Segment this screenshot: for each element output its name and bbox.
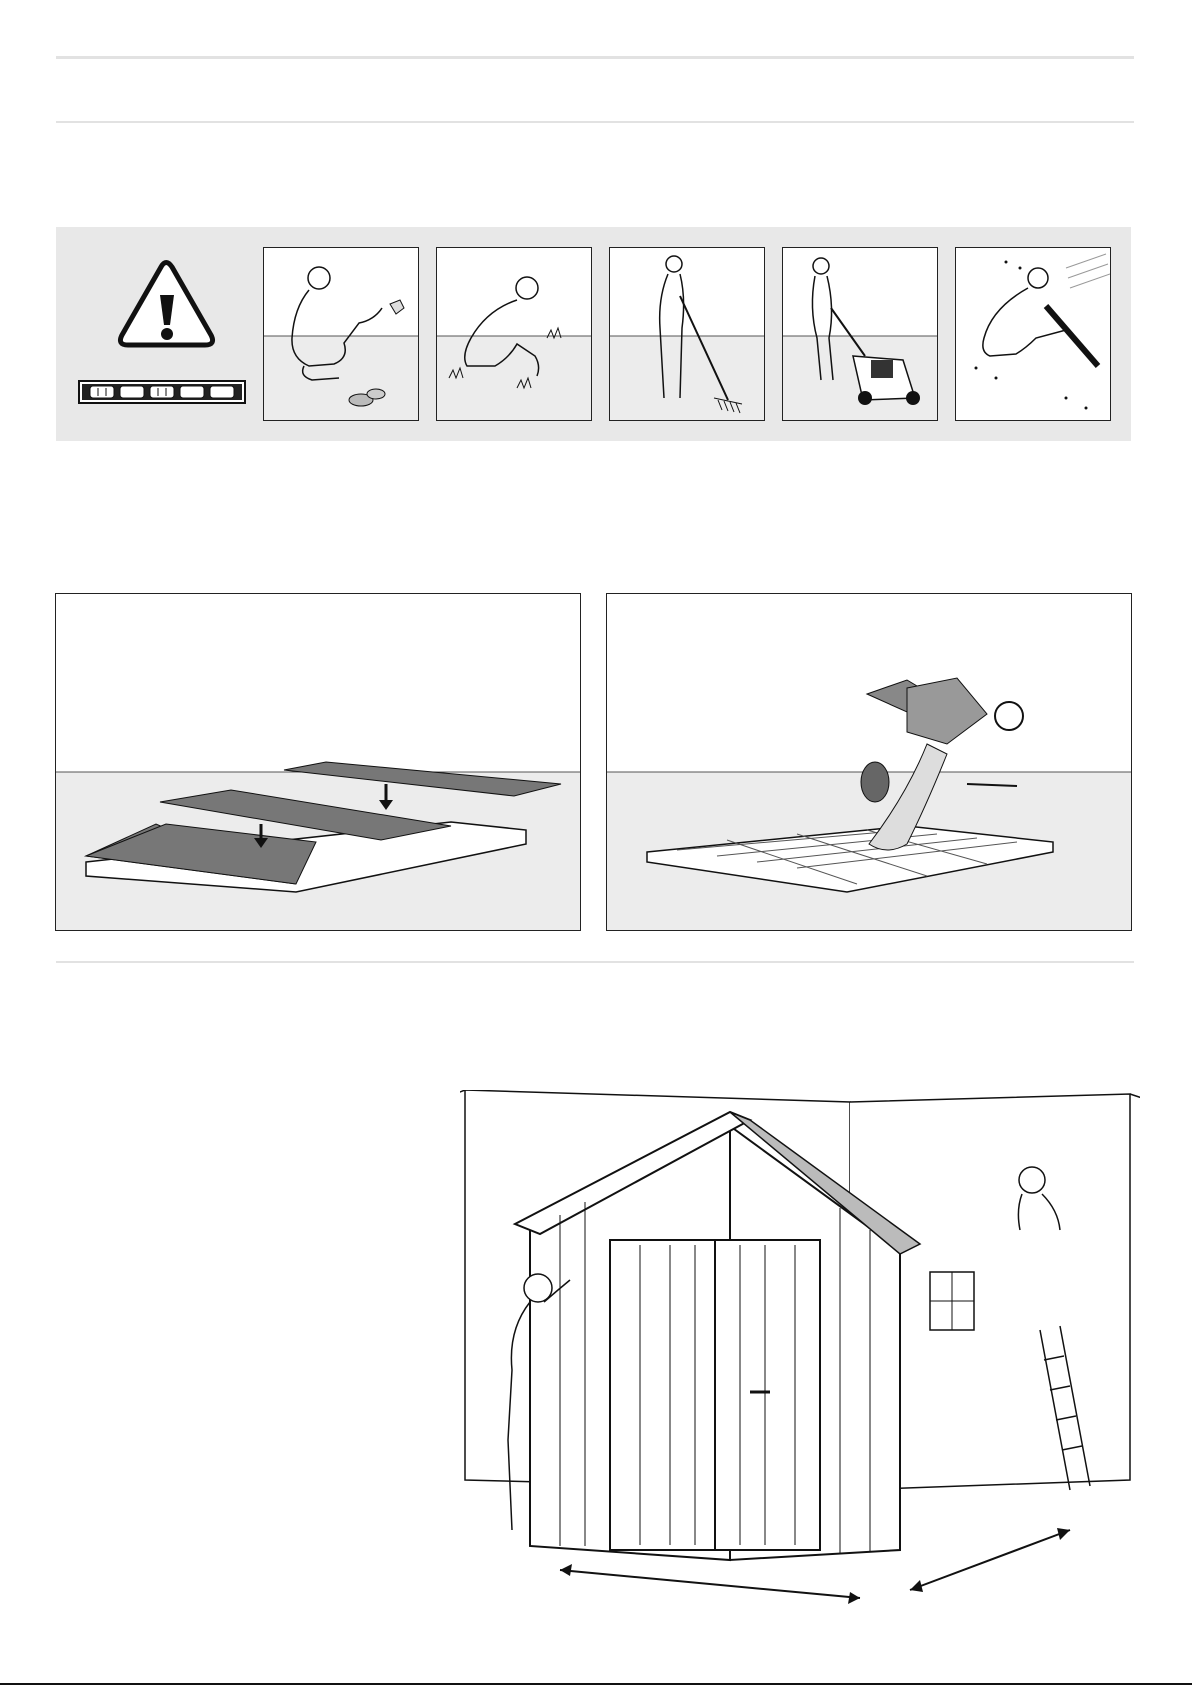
level-ground-icon (955, 247, 1111, 421)
rake-ground-icon (609, 247, 765, 421)
header-rule (56, 121, 1134, 123)
mow-lawn-icon (782, 247, 938, 421)
warning-triangle-icon (56, 227, 296, 441)
section-rule (56, 961, 1134, 963)
concrete-base-icon (606, 593, 1132, 931)
remove-stones-icon (263, 247, 419, 421)
spirit-level-icon (78, 380, 248, 406)
remove-weeds-icon (436, 247, 592, 421)
wooden-deck-base-icon (55, 593, 581, 931)
top-rule (56, 56, 1134, 59)
shed-clearance-icon (460, 1090, 1140, 1610)
